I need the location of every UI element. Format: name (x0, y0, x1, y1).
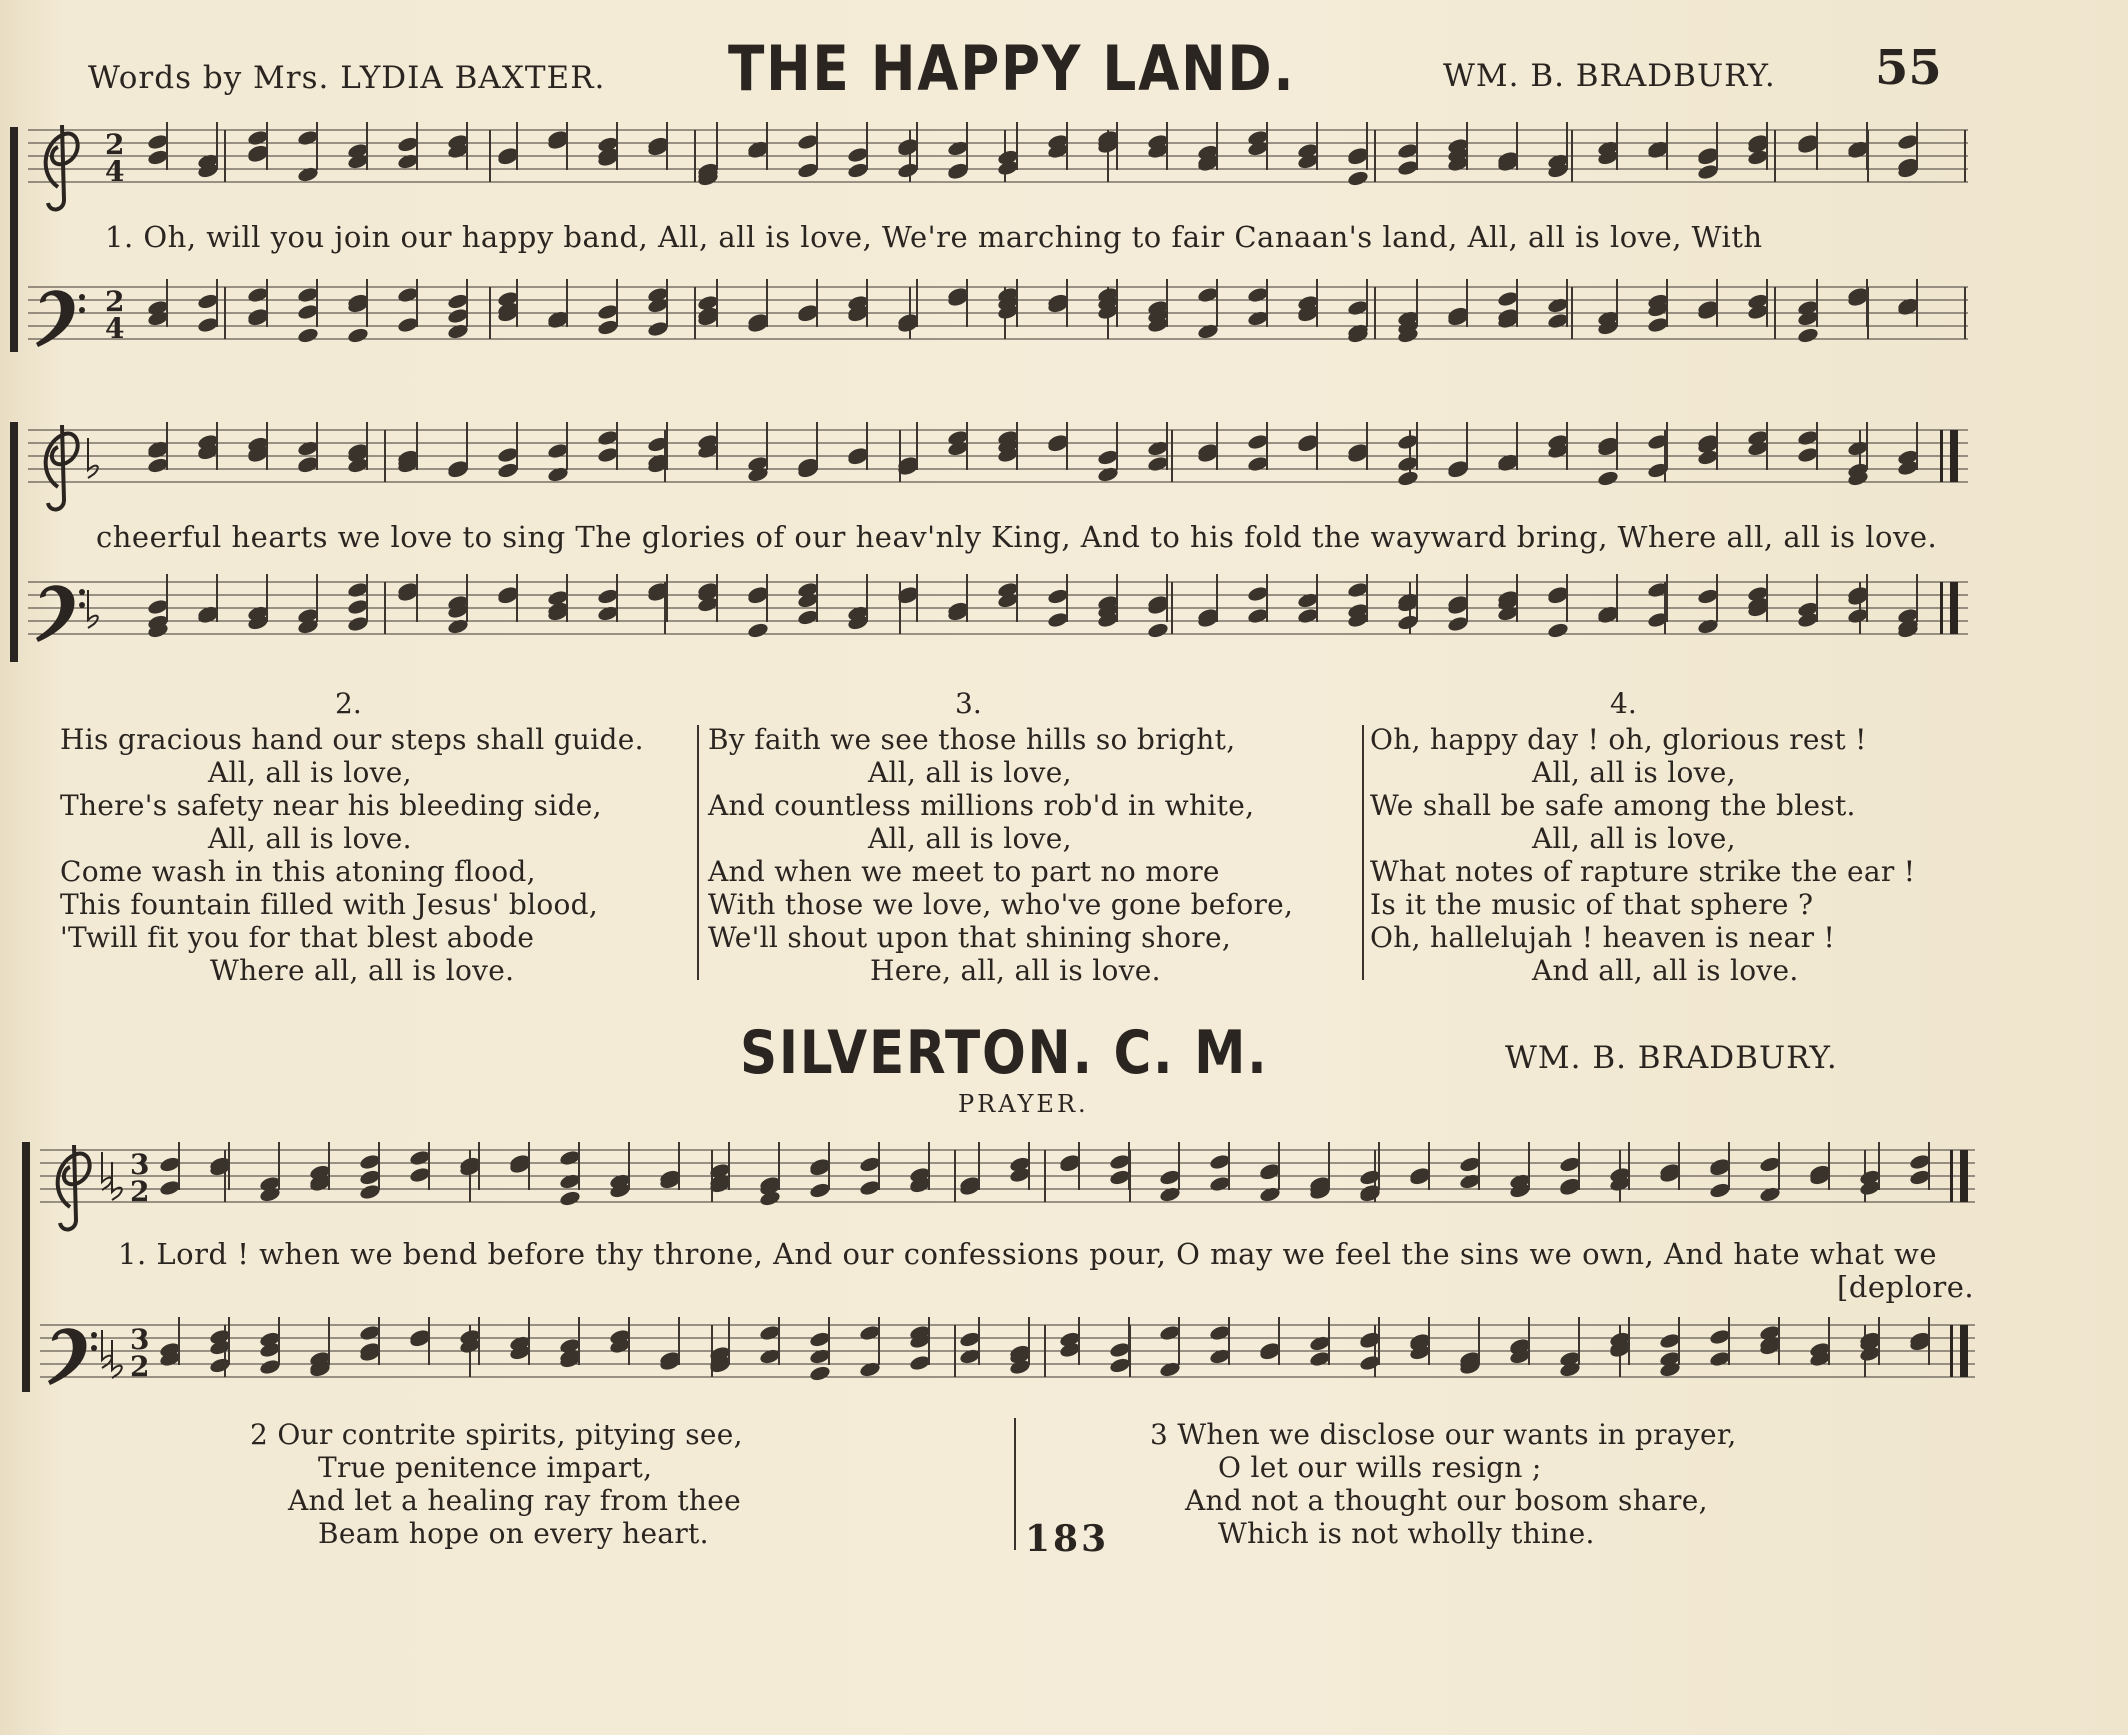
note-head (1597, 469, 1620, 487)
svg-text:2: 2 (105, 128, 125, 161)
lyric-line-silverton-cont: [deplore. (1837, 1270, 1975, 1304)
hymn-subtitle: PRAYER. (958, 1090, 1089, 1118)
note-head (347, 326, 370, 344)
verse-line: By faith we see those hills so bright, (708, 723, 1236, 756)
verse-line: True penitence impart, (318, 1451, 653, 1484)
treble-clef-icon (58, 1145, 90, 1229)
note-head (1397, 469, 1420, 487)
notes-treble-2 (147, 422, 1920, 488)
treble-staff (28, 430, 1968, 482)
note-head (1147, 621, 1170, 639)
notes-treble-1 (147, 122, 1920, 188)
verse-line: All, all is love. (208, 822, 412, 855)
verse-line: And not a thought our bosom share, (1185, 1484, 1708, 1517)
verse-line: Which is not wholly thine. (1218, 1517, 1595, 1550)
column-divider (1362, 725, 1364, 980)
verse-number-4: 4. (1610, 687, 1637, 720)
column-divider (1014, 1418, 1016, 1550)
verse-line: This fountain filled with Jesus' blood, (60, 888, 599, 921)
final-barline (1950, 1150, 1968, 1377)
column-divider (697, 725, 699, 980)
notes-bass-2 (147, 574, 1920, 640)
note-head (809, 1364, 832, 1382)
svg-text:2: 2 (130, 1350, 150, 1383)
verse-line: Oh, happy day ! oh, glorious rest ! (1370, 723, 1867, 756)
treble-clef-icon (46, 425, 78, 509)
verse-line: And let a healing ray from thee (288, 1484, 741, 1517)
verse-number-2: 2. (335, 687, 362, 720)
lyric-line-silverton-1: 1. Lord ! when we bend before thy throne, And our confessions pour, O may we feel the sins we own, And hate what we (118, 1237, 1938, 1271)
verse-line: We'll shout upon that shining shore, (708, 921, 1232, 954)
verse-3-block (708, 723, 1348, 987)
verse-line: All, all is love, (868, 822, 1072, 855)
verse-line: Where all, all is love. (210, 954, 515, 987)
note-head (559, 1189, 582, 1207)
bass-clef-icon (48, 1328, 97, 1385)
bass-clef-icon (36, 290, 85, 347)
verse-line: 'Twill fit you for that blest abode (60, 921, 535, 954)
bass-staff (28, 582, 1968, 634)
words-credit: Words by Mrs. LYDIA BAXTER. (88, 60, 606, 96)
note-head (1547, 621, 1570, 639)
treble-clef-icon (46, 125, 78, 209)
hymn-title-silverton: SILVERTON. C. M. (740, 1018, 1269, 1088)
note-head (1347, 169, 1370, 187)
composer-credit: WM. B. BRADBURY. (1443, 58, 1776, 94)
verse-line: Come wash in this atoning flood, (60, 855, 536, 888)
verse-4-block (1370, 723, 1970, 987)
svg-text:2: 2 (130, 1175, 150, 1208)
silverton-verse-2 (250, 1418, 743, 1550)
svg-text:4: 4 (105, 155, 125, 188)
treble-staff (40, 1150, 1975, 1202)
verse-line: And all, all is love. (1532, 954, 1799, 987)
verse-line: Here, all, all is love. (870, 954, 1161, 987)
bass-clef-icon (36, 585, 85, 642)
verse-line: 3 When we disclose our wants in prayer, (1150, 1418, 1737, 1451)
bass-staff (40, 1325, 1975, 1377)
note-head (747, 621, 770, 639)
verse-line: We shall be safe among the blest. (1370, 789, 1856, 822)
lyric-line-happy-land-1: 1. Oh, will you join our happy band, All, all is love, We're marching to fair Canaan's land, All, all is love, With (105, 220, 1763, 254)
svg-text:3: 3 (130, 1148, 150, 1181)
page-number: 55 (1875, 40, 1942, 96)
verse-line: O let our wills resign ; (1218, 1451, 1542, 1484)
verse-line: And countless millions rob'd in white, (708, 789, 1255, 822)
center-number: 183 (1025, 1518, 1110, 1560)
silverton-verse-3 (1150, 1418, 1737, 1550)
lyric-line-happy-land-2: cheerful hearts we love to sing The glories of our heav'nly King, And to his fold the wayward bring, Where all, all is love. (96, 520, 1938, 554)
treble-staff (28, 130, 1968, 182)
bass-staff (28, 287, 1968, 339)
verse-2-block (60, 723, 690, 987)
hymn-title-happy-land: THE HAPPY LAND. (728, 32, 1296, 105)
svg-text:4: 4 (105, 312, 125, 345)
verse-line: Is it the music of that sphere ? (1370, 888, 1814, 921)
verse-line: His gracious hand our steps shall guide. (60, 723, 644, 756)
verse-number-3: 3. (955, 687, 982, 720)
final-barline (1940, 430, 1958, 634)
verse-line: Oh, hallelujah ! heaven is near ! (1370, 921, 1836, 954)
note-head (297, 326, 320, 344)
verse-line: What notes of rapture strike the ear ! (1370, 855, 1916, 888)
note-head (1797, 326, 1820, 344)
svg-text:2: 2 (105, 285, 125, 318)
notes-bass-1 (147, 279, 1920, 345)
composer-credit-silverton: WM. B. BRADBURY. (1505, 1040, 1838, 1076)
verse-line: Beam hope on every heart. (318, 1517, 709, 1550)
verse-line: There's safety near his bleeding side, (60, 789, 602, 822)
verse-line: All, all is love, (868, 756, 1072, 789)
verse-line: All, all is love, (1532, 822, 1736, 855)
verse-line: With those we love, who've gone before, (708, 888, 1294, 921)
svg-text:3: 3 (130, 1323, 150, 1356)
verse-line: 2 Our contrite spirits, pitying see, (250, 1418, 743, 1451)
verse-line: And when we meet to part no more (708, 855, 1220, 888)
verse-line: All, all is love, (1532, 756, 1736, 789)
verse-line: All, all is love, (208, 756, 412, 789)
